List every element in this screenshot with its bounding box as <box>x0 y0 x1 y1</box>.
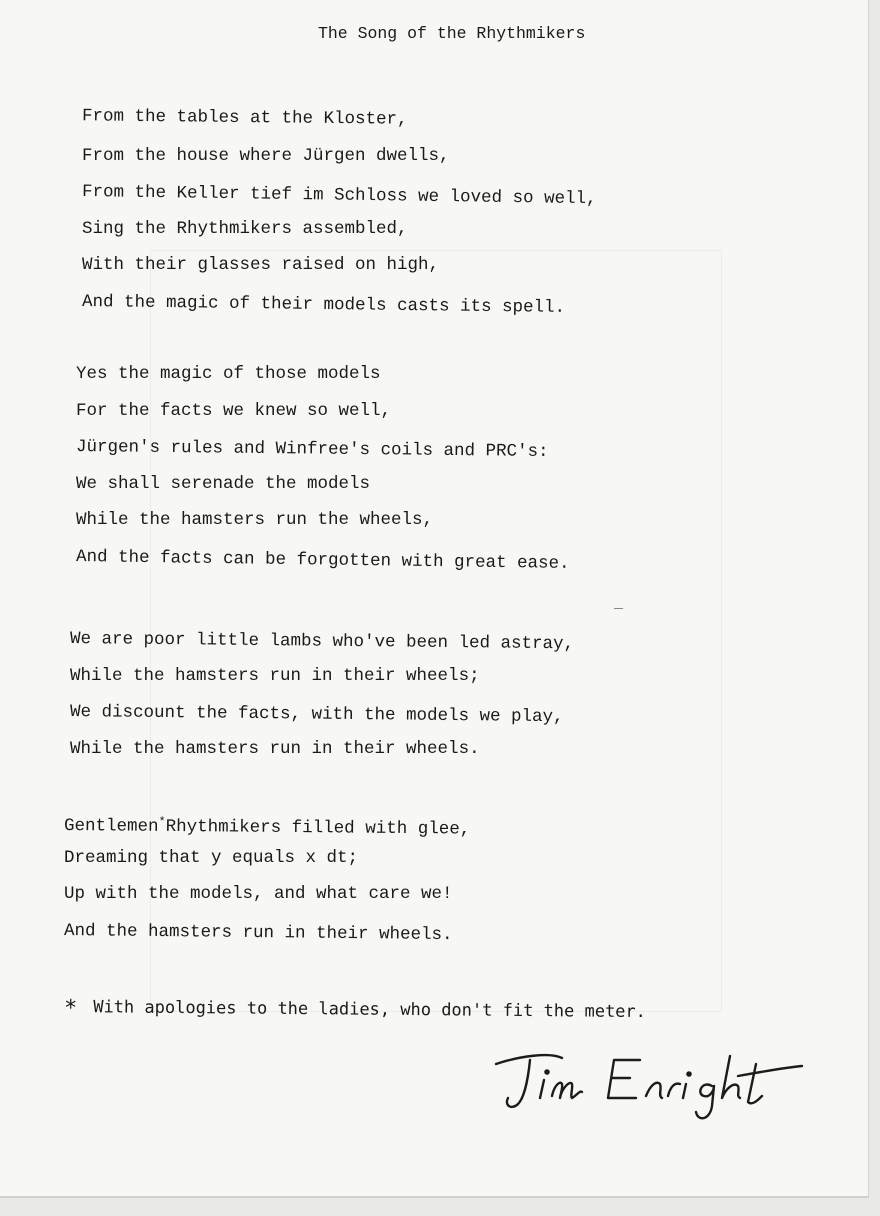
poem-line: With their glasses raised on high, <box>82 255 440 275</box>
poem-line: And the magic of their models casts its spell. <box>81 291 566 318</box>
poem-line: From the tables at the Kloster, <box>81 106 408 130</box>
poem-line: Dreaming that y equals x dt; <box>64 847 359 868</box>
poem-line: Jürgen's rules and Winfree's coils and PRC's: <box>75 437 549 462</box>
poem-line: We discount the facts, with the models we play, <box>69 702 564 728</box>
poem-line: And the hamsters run in their wheels. <box>63 920 453 945</box>
poem-line: From the Keller tief im Schloss we loved so well, <box>81 182 597 210</box>
poem-line-start: Gentlemen <box>63 816 159 837</box>
poem-line: And the facts can be forgotten with great ease. <box>75 546 570 574</box>
signature <box>490 1040 810 1130</box>
poem-title: The Song of the Rhythmikers <box>318 24 586 43</box>
poem-line: We shall serenade the models <box>76 473 371 494</box>
stanza-3 <box>70 624 574 770</box>
poem-line: For the facts we knew so well, <box>76 400 392 421</box>
poem-line: Sing the Rhythmikers assembled, <box>82 218 408 239</box>
poem-line: Up with the models, and what care we! <box>64 884 453 904</box>
stanza-2 <box>76 359 570 578</box>
stray-mark <box>614 608 623 609</box>
poem-line: While the hamsters run in their wheels. <box>70 738 480 759</box>
poem-line-end: Rhythmikers filled with glee, <box>165 816 471 840</box>
stanza-1 <box>82 104 597 323</box>
footnote-text: With apologies to the ladies, who don't fit the meter. <box>93 997 647 1023</box>
poem-line: While the hamsters run in their wheels; <box>70 665 480 686</box>
poem-line: We are poor little lambs who've been led astray, <box>69 629 575 655</box>
poem-line <box>64 806 471 846</box>
footnote <box>64 996 646 1026</box>
poem-line: While the hamsters run the wheels, <box>76 510 434 530</box>
poem-line: Yes the magic of those models <box>76 364 381 384</box>
poem-line: From the house where Jürgen dwells, <box>82 145 450 166</box>
footnote-reference: * <box>158 814 166 829</box>
stanza-4 <box>64 806 470 952</box>
footnote-marker: * <box>63 996 78 1022</box>
